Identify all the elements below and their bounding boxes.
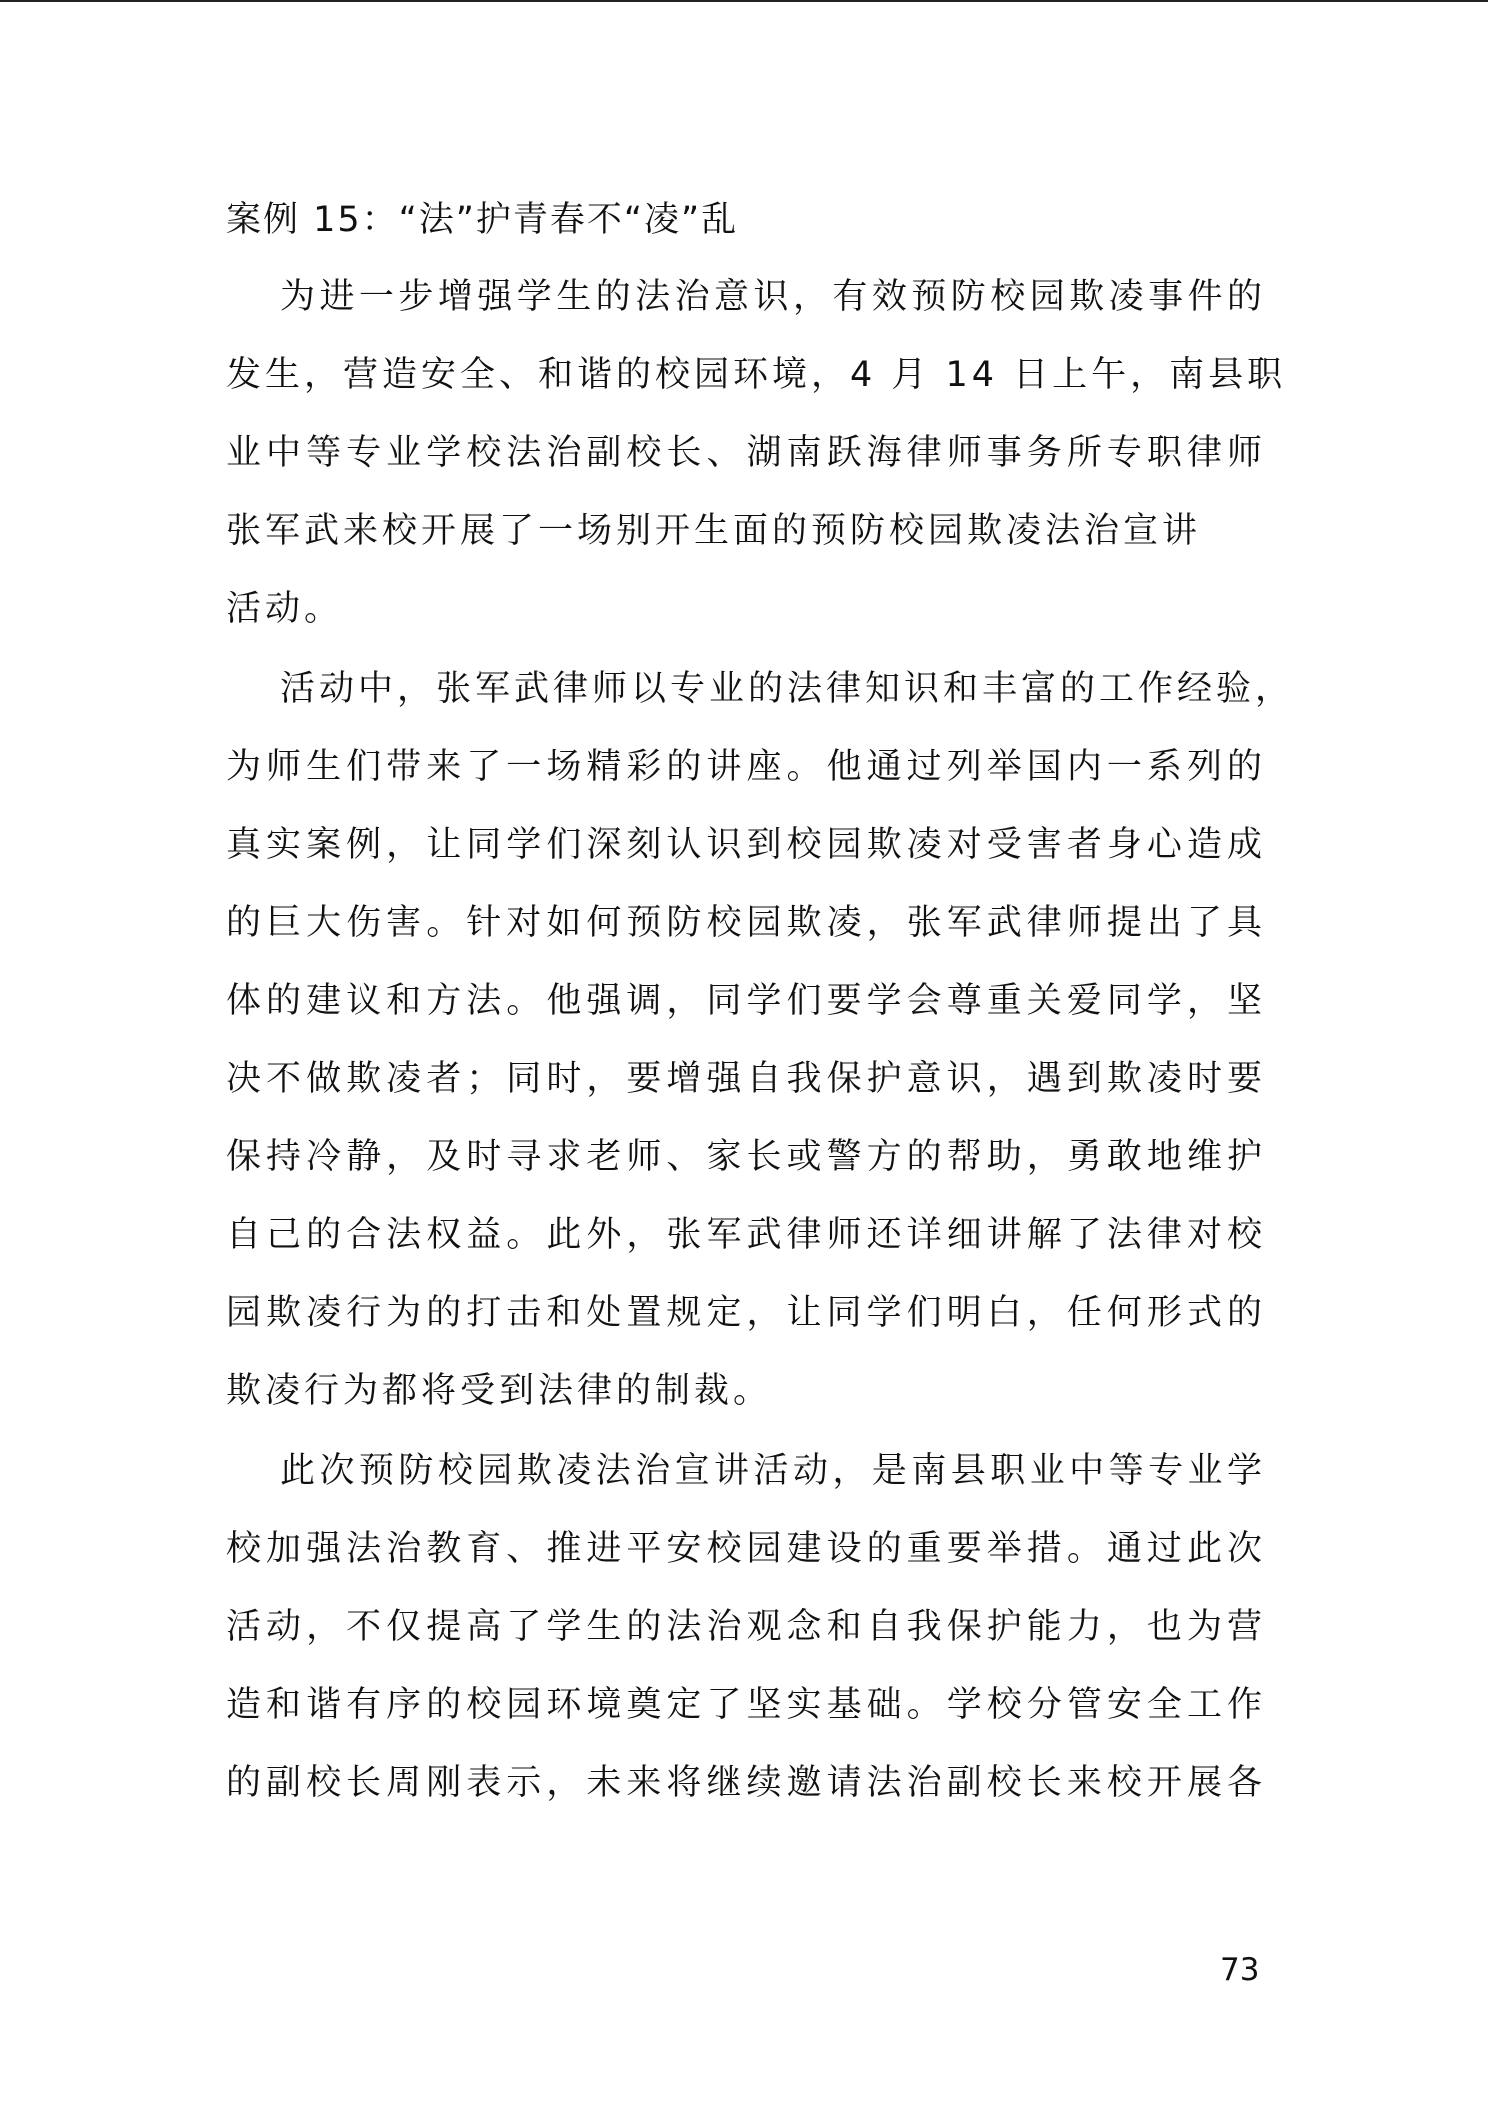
text-line: 真实案例，让同学们深刻认识到校园欺凌对受害者身心造成	[226, 825, 1266, 865]
text-line: 造和谐有序的校园环境奠定了坚实基础。学校分管安全工作	[226, 1685, 1266, 1725]
paragraph-1	[226, 258, 1287, 648]
text-line: 此次预防校园欺凌法治宣讲活动，是南县职业中等专业学	[280, 1451, 1266, 1491]
text-line: 决不做欺凌者；同时，要增强自我保护意识，遇到欺凌时要	[226, 1059, 1266, 1099]
text-line: 园欺凌行为的打击和处置规定，让同学们明白，任何形式的	[226, 1293, 1266, 1333]
paragraph-3	[226, 1432, 1266, 1822]
paragraph-2	[226, 650, 1295, 1430]
text-line: 活动。	[226, 589, 344, 629]
text-line: 校加强法治教育、推进平安校园建设的重要举措。通过此次	[226, 1529, 1266, 1569]
text-line: 张军武来校开展了一场别开生面的预防校园欺凌法治宣讲	[226, 511, 1202, 551]
text-line: 为进一步增强学生的法治意识，有效预防校园欺凌事件的	[280, 277, 1266, 317]
page-number: 73	[1220, 1952, 1260, 1988]
text-line: 欺凌行为都将受到法律的制裁。	[226, 1371, 773, 1411]
text-line: 活动中，张军武律师以专业的法律知识和丰富的工作经验，	[280, 669, 1295, 709]
text-line: 自己的合法权益。此外，张军武律师还详细讲解了法律对校	[226, 1215, 1266, 1255]
text-line: 的巨大伤害。针对如何预防校园欺凌，张军武律师提出了具	[226, 903, 1266, 943]
text-line: 保持冷静，及时寻求老师、家长或警方的帮助，勇敢地维护	[226, 1137, 1266, 1177]
case-title: 案例 15：“法”护青春不“凌”乱	[226, 200, 739, 240]
text-line: 体的建议和方法。他强调，同学们要学会尊重关爱同学，坚	[226, 981, 1266, 1021]
text-line: 发生，营造安全、和谐的校园环境，4 月 14 日上午，南县职	[226, 355, 1287, 395]
text-line: 活动，不仅提高了学生的法治观念和自我保护能力，也为营	[226, 1607, 1266, 1647]
text-line: 业中等专业学校法治副校长、湖南跃海律师事务所专职律师	[226, 433, 1266, 473]
document-page	[226, 190, 1295, 1824]
top-border-rule	[0, 0, 1488, 2]
text-line: 的副校长周刚表示，未来将继续邀请法治副校长来校开展各	[226, 1763, 1266, 1803]
text-line: 为师生们带来了一场精彩的讲座。他通过列举国内一系列的	[226, 747, 1266, 787]
